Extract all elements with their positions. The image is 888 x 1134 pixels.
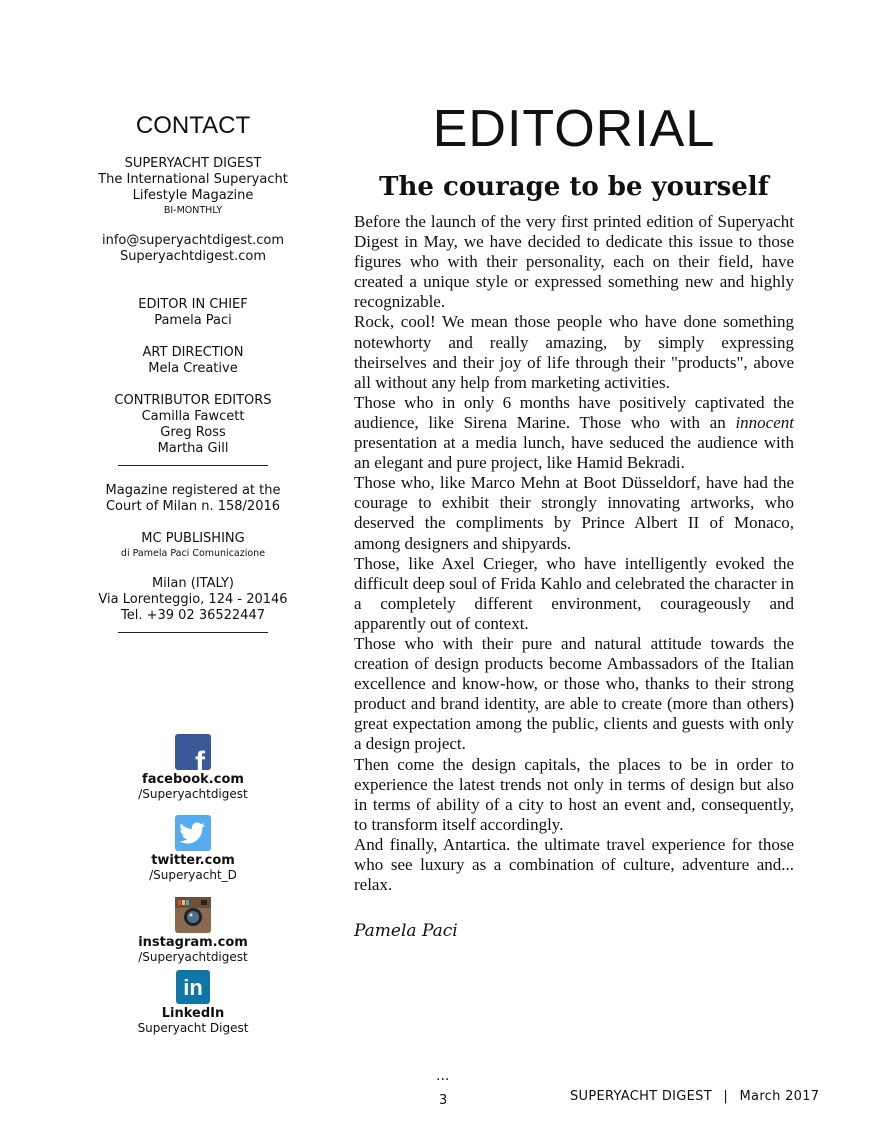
address-block — [88, 576, 298, 624]
article-paragraph: Before the launch of the very first printed edition of Superyacht Digest in May, we have decided to dedicate this issue to those figures who with their personality, each on their field, have created a unique style or expressed something new and highly recognizable. — [354, 212, 794, 312]
article-body — [354, 212, 794, 895]
editor-block — [88, 297, 298, 329]
social-twitter[interactable] — [88, 815, 298, 883]
contact-links — [88, 233, 298, 265]
page-number: 3 — [439, 1093, 448, 1108]
art-direction-label: ART DIRECTION — [142, 345, 244, 360]
footer-publication — [570, 1089, 819, 1104]
contributor-name: Camilla Fawcett — [141, 409, 245, 424]
instagram-name[interactable]: instagram.com — [138, 935, 248, 950]
divider — [118, 465, 268, 466]
facebook-handle: /Superyachtdigest — [138, 787, 248, 801]
editor-label: EDITOR IN CHIEF — [138, 297, 248, 312]
linkedin-icon[interactable]: in — [176, 970, 210, 1004]
editor-name: Pamela Paci — [154, 313, 232, 328]
publisher-name: MC PUBLISHING — [141, 531, 245, 546]
publication-subtitle-2: Lifestyle Magazine — [132, 188, 254, 203]
paragraph-text: presentation at a media lunch, have seduced the audience with an elegant and pure project, like Hamid Bekradi. — [354, 433, 794, 473]
instagram-icon[interactable] — [175, 897, 211, 933]
footer-date: March 2017 — [739, 1089, 820, 1104]
publisher-block — [88, 531, 298, 560]
article-paragraph: Those who, like Marco Mehn at Boot Düsseldorf, have had the courage to exhibit their strongly innovating artworks, who deserved the compliments by Prince Albert II of Monaco, among designers and shipyards. — [354, 473, 794, 553]
linkedin-handle: Superyacht Digest — [137, 1021, 249, 1035]
contributors-block — [88, 393, 298, 457]
editorial-article — [354, 96, 794, 941]
article-paragraph: Those who with their pure and natural attitude towards the creation of design products become Ambassadors of the Italian excellence and know-how, or those who, thanks to their strong product and brand identity, are able to create (more than others) great expectation among the public, clients and guests with only a design project. — [354, 633, 794, 754]
registration-block — [88, 483, 298, 515]
publication-name: SUPERYACHT DIGEST — [124, 156, 262, 171]
author-signature: Pamela Paci — [354, 921, 458, 942]
contact-sidebar — [88, 112, 298, 650]
registration-line-1: Magazine registered at the — [105, 483, 281, 498]
website-link[interactable]: Superyachtdigest.com — [119, 249, 267, 264]
contributors-label: CONTRIBUTOR EDITORS — [114, 393, 272, 408]
twitter-icon[interactable] — [175, 815, 211, 851]
registration-line-2: Court of Milan n. 158/2016 — [105, 499, 281, 514]
section-title: EDITORIAL — [432, 100, 716, 158]
footer-dots: ... — [436, 1068, 450, 1084]
divider — [118, 632, 268, 633]
facebook-icon[interactable]: f — [175, 734, 211, 770]
publisher-subtitle: di Pamela Paci Comunicazione — [120, 548, 266, 559]
footer-separator: | — [723, 1089, 729, 1104]
twitter-handle: /Superyacht_D — [149, 868, 237, 882]
publication-subtitle-1: The International Superyacht — [98, 172, 288, 187]
phone-number: Tel. +39 02 36522447 — [120, 608, 265, 623]
art-direction-block — [88, 345, 298, 377]
instagram-handle: /Superyachtdigest — [138, 950, 248, 964]
social-linkedin[interactable] — [88, 970, 298, 1036]
contact-title: CONTACT — [135, 112, 251, 139]
address-street: Via Lorenteggio, 124 - 20146 — [98, 592, 288, 607]
social-instagram[interactable] — [88, 897, 298, 965]
facebook-name[interactable]: facebook.com — [142, 772, 244, 787]
paragraph-text: Those who in only 6 months have positively captivated the audience, like Sirena Marine. Those who with an — [354, 392, 794, 432]
email-link[interactable]: info@superyachtdigest.com — [101, 233, 284, 248]
twitter-name[interactable]: twitter.com — [151, 853, 235, 868]
address-city: Milan (ITALY) — [151, 576, 235, 591]
italic-word: innocent — [735, 412, 794, 432]
article-headline: The courage to be yourself — [379, 172, 769, 202]
article-paragraph: Those, like Axel Crieger, who have intelligently evoked the difficult deep soul of Frida Kahlo and celebrated the character in a completely different environment, courageously and apparently out of context. — [354, 553, 794, 633]
publication-frequency: BI-MONTHLY — [163, 205, 223, 216]
art-direction-name: Mela Creative — [148, 361, 238, 376]
article-paragraph: Then come the design capitals, the places to be in order to experience the latest trends not only in terms of design but also in terms of ability of a city to host an event and, consequently, to transform itself accordingly. — [354, 754, 794, 834]
contributor-name: Martha Gill — [157, 441, 229, 456]
social-facebook[interactable] — [88, 734, 298, 802]
article-paragraph: Rock, cool! We mean those people who have done something notewhorty and really amazing, by simply expressing theirselves and their joy of life through their "products", above all without any help from marketing activities. — [354, 312, 794, 392]
contributor-name: Greg Ross — [160, 425, 226, 440]
article-paragraph — [354, 393, 794, 473]
linkedin-name[interactable]: LinkedIn — [161, 1006, 225, 1021]
article-paragraph: And finally, Antartica. the ultimate travel experience for those who see luxury as a combination of culture, adventure and... relax. — [354, 834, 794, 895]
publication-info — [88, 156, 298, 217]
footer-publication-name: SUPERYACHT DIGEST — [570, 1089, 712, 1104]
